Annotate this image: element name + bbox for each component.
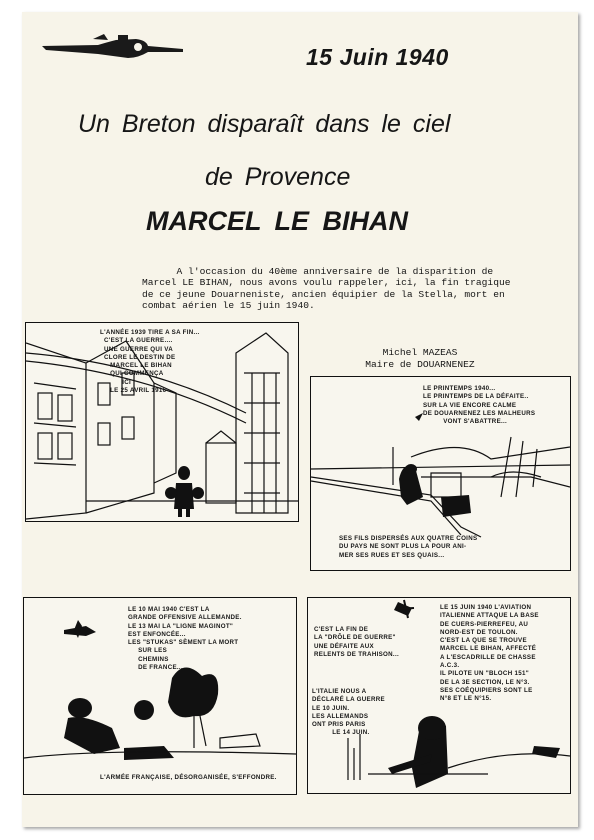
comic-panel-1	[25, 322, 299, 522]
panel-4-caption-right: LE 15 JUIN 1940 L'AVIATION ITALIENNE ATTAQUE LA BASE DE CUERS-PIERREFEU, AU NORD-EST DE TOULON. C'EST LA QUE SE TROUVE MARCEL LE BIHAN, AFFECTÉ A L'ESCADRILLE DE CHASSE A.C.3. IL PILOTE UN "BLOCH 151" DE LA 3E SECTION, LE N°3. SES COÉQUIPIERS SONT LE N°8 ET LE N°15.	[440, 604, 539, 703]
intro-paragraph: A l'occasion du 40ème anniversaire de la disparition de Marcel LE BIHAN, nous avons voulu rappeler, ici, la fin tragique de ce jeune Douarneniste, ancien équipier de la Stella, mort en combat aérien le 15 juin 1940.	[142, 266, 511, 311]
comic-panel-4	[307, 597, 571, 794]
signature	[355, 347, 485, 371]
page-date: 15 Juin 1940	[306, 44, 449, 70]
headline-line-1: Un Breton disparaît dans le ciel	[78, 110, 451, 138]
headline-line-2: de Provence	[205, 163, 351, 191]
airplane-icon	[38, 30, 198, 80]
panel-4-caption-left: C'EST LA FIN DE LA "DRÔLE DE GUERRE" UNE DÉFAITE AUX RELENTS DE TRAHISON...	[314, 626, 399, 658]
panel-3-caption-bottom: L'ARMÉE FRANÇAISE, DÉSORGANISÉE, S'EFFONDRE.	[100, 774, 277, 781]
panel-3-caption-top: LE 10 MAI 1940 C'EST LA GRANDE OFFENSIVE ALLEMANDE. LE 13 MAI LA "LIGNE MAGINOT" EST ENFONCÉE... LES "STUKAS" SÈMENT LA MORT SUR LES CHEMINS DE FRANCE...	[128, 606, 242, 672]
comic-panel-3	[23, 597, 297, 795]
panel-2-caption-bottom: SES FILS DISPERSÉS AUX QUATRE COINS DU PAYS NE SONT PLUS LA POUR ANI- MER SES RUES ET SES QUAIS...	[339, 535, 478, 559]
panel-1-caption: L'ANNÉE 1939 TIRE A SA FIN... C'EST LA GUERRE.... UNE GUERRE QUI VA CLORE LE DESTIN DE MARCEL LE BIHAN QUI COMMENÇA ICI LE 25 AVRIL 1916	[100, 329, 200, 395]
signature-name: Michel MAZEAS	[382, 347, 458, 358]
signature-role: Maire de DOUARNENEZ	[365, 359, 475, 370]
comic-panel-2	[310, 376, 571, 571]
headline-name: MARCEL LE BIHAN	[146, 206, 409, 236]
panel-2-caption-top: LE PRINTEMPS 1940... LE PRINTEMPS DE LA DÉFAITE.. SUR LA VIE ENCORE CALME DE DOUARNENEZ LES MALHEURS VONT S'ABATTRE...	[423, 385, 536, 426]
panel-4-caption-left-2: L'ITALIE NOUS A DÉCLARÉ LA GUERRE LE 10 JUIN. LES ALLEMANDS ONT PRIS PARIS LE 14 JUIN.	[312, 688, 385, 737]
